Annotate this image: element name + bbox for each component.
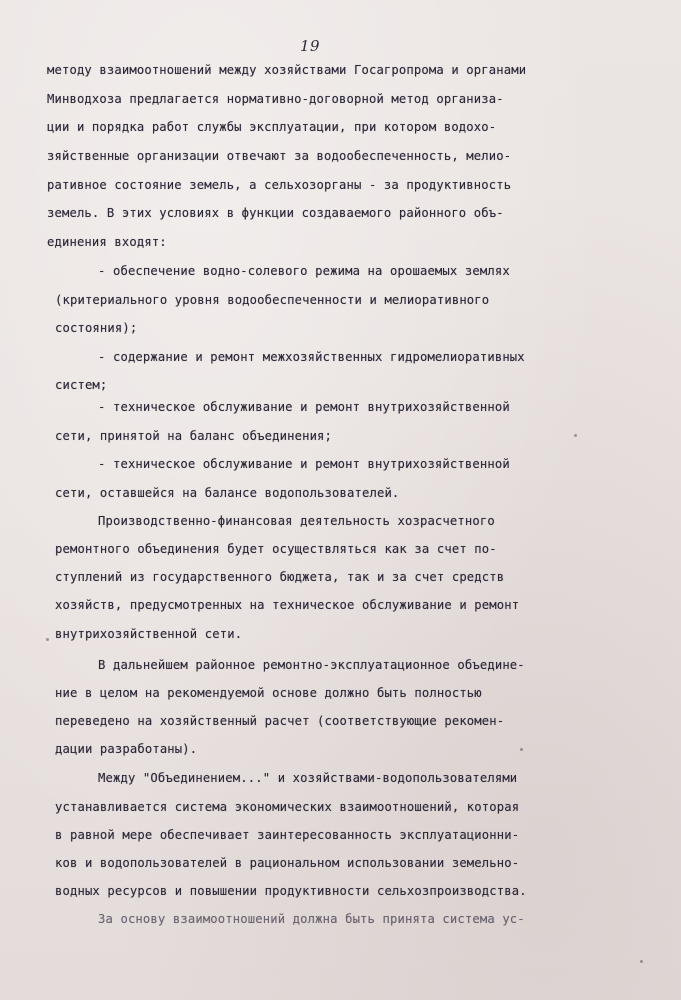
text-line: внутрихозяйственной сети.: [55, 627, 243, 641]
text-line: ние в целом на рекомендуемой основе должно быть полностью: [55, 686, 482, 700]
text-line: водных ресурсов и повышении продуктивности сельхозпроизводства.: [55, 884, 527, 898]
speck-mark: [520, 748, 523, 751]
paragraph-start: В дальнейшем районное ремонтно-эксплуатационное объедине-: [98, 658, 525, 672]
text-line: хозяйств, предусмотренных на техническое обслуживание и ремонт: [55, 598, 520, 612]
text-line: ративное состояние земель, а сельхозорганы - за продуктивность: [47, 178, 512, 192]
text-line: земель. В этих условиях в функции создаваемого районного объ-: [47, 206, 504, 220]
text-line: ции и порядка работ службы эксплуатации, при котором водохо-: [47, 120, 497, 134]
text-line: сети, принятой на баланс объединения;: [55, 429, 333, 443]
text-line: методу взаимоотношений между хозяйствами Госагропрома и органами: [47, 63, 527, 77]
list-item: - обеспечение водно-солевого режима на орошаемых землях: [98, 264, 510, 278]
text-line: систем;: [55, 378, 108, 392]
list-item: - техническое обслуживание и ремонт внутрихозяйственной: [98, 457, 510, 471]
speck-mark: [640, 960, 643, 963]
page-number: 19: [300, 37, 321, 55]
text-line: устанавливается система экономических взаимоотношений, которая: [55, 800, 520, 814]
text-line: (критериального уровня водообеспеченности и мелиоративного: [55, 293, 490, 307]
text-line: зяйственные организации отвечают за водообеспеченность, мелио-: [47, 149, 512, 163]
text-line: состояния);: [55, 321, 138, 335]
list-item: - содержание и ремонт межхозяйственных гидромелиоративных: [98, 350, 525, 364]
text-line: дации разработаны).: [55, 742, 198, 756]
text-line: переведено на хозяйственный расчет (соответствующие рекомен-: [55, 714, 505, 728]
text-line: ков и водопользователей в рациональном использовании земельно-: [55, 856, 520, 870]
text-line: сети, оставшейся на балансе водопользователей.: [55, 486, 400, 500]
text-line: в равной мере обеспечивает заинтересованность эксплуатационни-: [55, 828, 520, 842]
text-line: Минводхоза предлагается нормативно-договорной метод организа-: [47, 92, 504, 106]
paragraph-start: Между "Объединением..." и хозяйствами-водопользователями: [98, 771, 518, 785]
paragraph-start: Производственно-финансовая деятельность хозрасчетного: [98, 514, 495, 528]
list-item: - техническое обслуживание и ремонт внутрихозяйственной: [98, 400, 510, 414]
text-line: единения входят:: [47, 235, 167, 249]
text-line: ступлений из государственного бюджета, так и за счет средств: [55, 570, 505, 584]
paragraph-start: За основу взаимоотношений должна быть принята система ус-: [98, 912, 525, 926]
speck-mark: [574, 434, 577, 437]
speck-mark: [46, 638, 49, 641]
text-line: ремонтного объединения будет осуществляться как за счет по-: [55, 542, 497, 556]
